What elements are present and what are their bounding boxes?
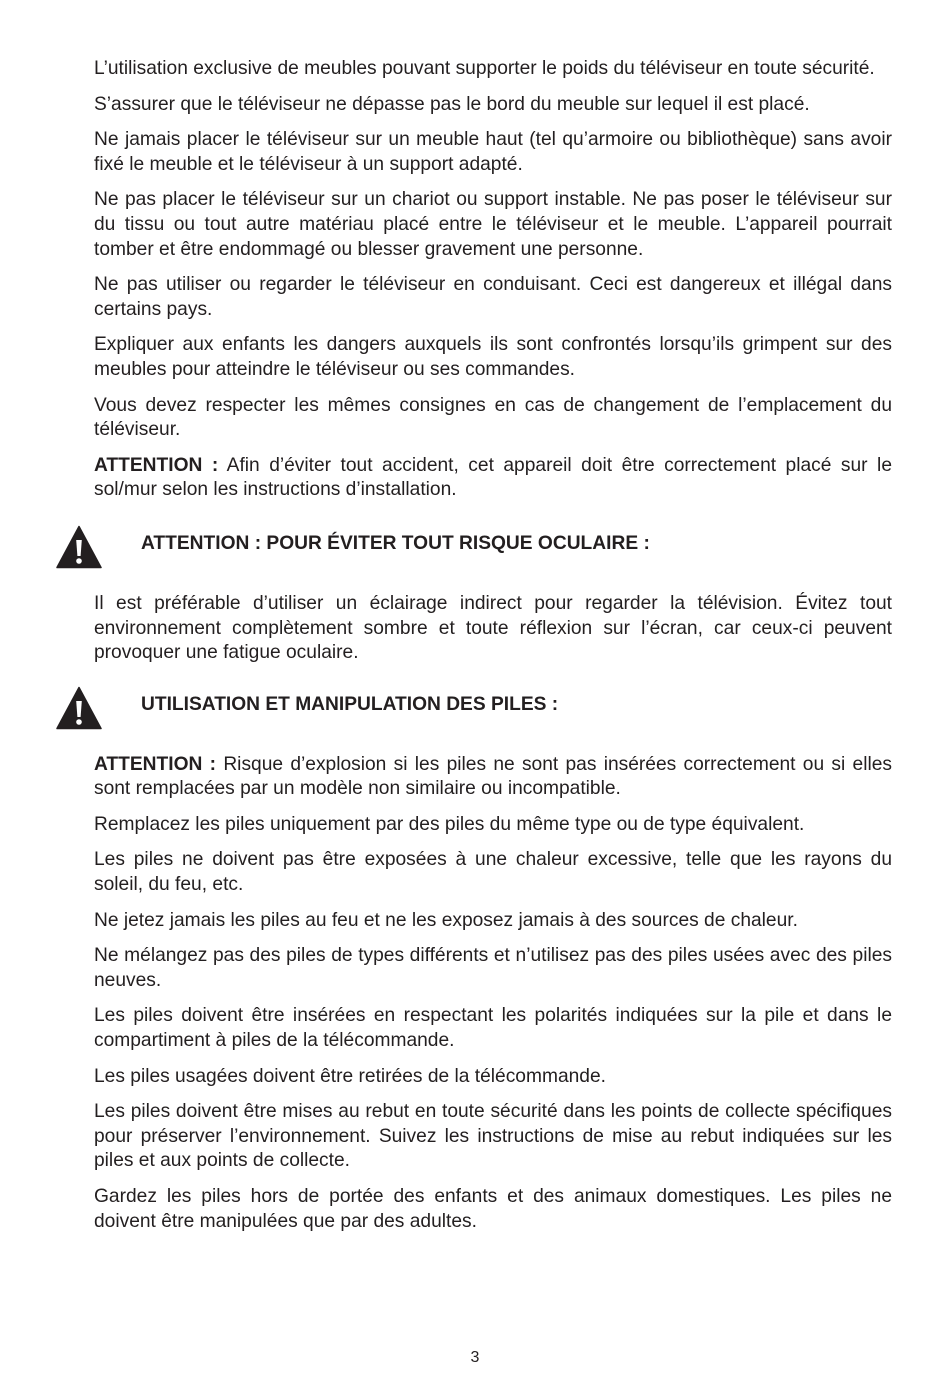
paragraph-furniture-support: L’utilisation exclusive de meubles pouvant supporter le poids du téléviseur en toute sécurité. <box>94 58 875 79</box>
page-number: 3 <box>470 1349 480 1366</box>
battery-warning-heading: UTILISATION ET MANIPULATION DES PILES : <box>141 693 559 715</box>
paragraph-unstable-support: Ne pas placer le téléviseur sur un chariot ou support instable. Ne pas poser le téléviseur sur du tissu ou tout autre matériau placé entre le téléviseur et le meuble. L’appareil pourrait tomber et être endommagé ou blesser gravement une personne. <box>94 189 892 260</box>
attention-label: ATTENTION : <box>94 454 219 476</box>
paragraph-battery-children: Gardez les piles hors de portée des enfants et des animaux domestiques. Les piles ne doivent être manipulées que par des adultes. <box>94 1186 892 1232</box>
eye-warning-heading: ATTENTION : POUR ÉVITER TOUT RISQUE OCULAIRE : <box>141 532 650 554</box>
paragraph-eye-strain: Il est préférable d’utiliser un éclairage indirect pour regarder la télévision. Évitez tout environnement complètement sombre et toute réflexion sur l’écran, car ceux-ci peuvent provoquer une fatigue oculaire. <box>94 592 892 664</box>
warning-triangle-icon <box>56 525 102 569</box>
paragraph-battery-polarity: Les piles doivent être insérées en respectant les polarités indiquées sur la pile et dans le compartiment à piles de la télécommande. <box>94 1005 892 1052</box>
paragraph-edge-of-furniture: S’assurer que le téléviseur ne dépasse pas le bord du meuble sur lequel il est placé. <box>94 93 810 115</box>
paragraph-battery-fire: Ne jetez jamais les piles au feu et ne les exposez jamais à des sources de chaleur. <box>94 909 798 931</box>
attention-text: Risque d’explosion si les piles ne sont pas insérées correctement ou si elles sont remplacées par un modèle non similaire ou incompatible. <box>94 753 892 800</box>
attention-text: Afin d’éviter tout accident, cet appareil doit être correctement placé sur le sol/mur selon les instructions d’installation. <box>94 454 892 501</box>
eye-warning-header <box>94 527 892 579</box>
paragraph-installation-attention <box>94 454 892 503</box>
paragraph-battery-mixing: Ne mélangez pas des piles de types différents et n’utilisez pas des piles usées avec des piles neuves. <box>94 945 892 991</box>
paragraph-explosion-attention <box>94 753 892 802</box>
paragraph-children: Expliquer aux enfants les dangers auxquels ils sont confrontés lorsqu’ils grimpent sur des meubles pour atteindre le téléviseur ou ses commandes. <box>94 334 892 380</box>
warning-triangle-icon <box>56 686 102 730</box>
paragraph-driving: Ne pas utiliser ou regarder le téléviseur en conduisant. Ceci est dangereux et illégal dans certains pays. <box>94 274 892 320</box>
attention-label: ATTENTION : <box>94 753 217 775</box>
paragraph-battery-disposal: Les piles doivent être mises au rebut en toute sécurité dans les points de collecte spécifiques pour préserver l’environnement. Suivez les instructions de mise au rebut indiquées sur les piles et aux points de collecte. <box>94 1101 892 1172</box>
page-content <box>94 57 892 1245</box>
paragraph-battery-heat: Les piles ne doivent pas être exposées à une chaleur excessive, telle que les rayons du soleil, du feu, etc. <box>94 849 892 896</box>
battery-warning-header <box>94 688 892 740</box>
paragraph-tall-furniture: Ne jamais placer le téléviseur sur un meuble haut (tel qu’armoire ou bibliothèque) sans avoir fixé le meuble et le téléviseur à un support adapté. <box>94 129 892 175</box>
paragraph-battery-removal: Les piles usagées doivent être retirées de la télécommande. <box>94 1065 606 1087</box>
paragraph-relocation: Vous devez respecter les mêmes consignes en cas de changement de l’emplacement du téléviseur. <box>94 394 892 441</box>
paragraph-battery-replacement: Remplacez les piles uniquement par des piles du même type ou de type équivalent. <box>94 813 805 835</box>
